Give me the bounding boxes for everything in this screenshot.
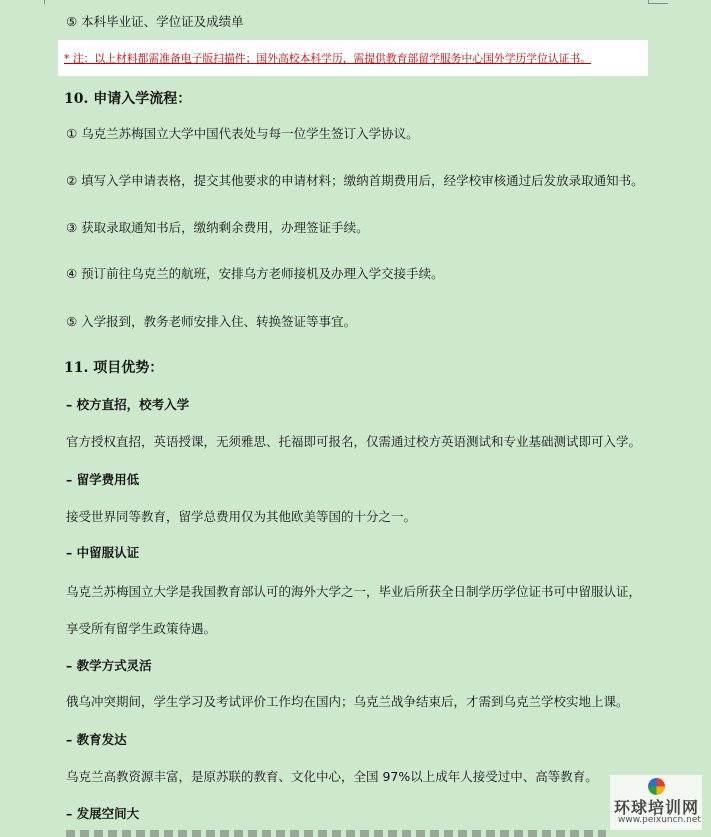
process-step-4: ④ 预订前往乌克兰的航班，安排乌方老师接机及办理入学交接手续。	[66, 266, 444, 281]
process-step-2: ② 填写入学申请表格，提交其他要求的申请材料；缴纳首期费用后，经学校审核通过后发放录取通知书。	[66, 173, 644, 188]
page-corner-mark-left	[44, 0, 45, 4]
advantage-title-low-cost: – 留学费用低	[66, 472, 140, 487]
doc-line-materials-5: ⑤ 本科毕业证、学位证及成绩单	[66, 14, 244, 29]
advantage-text-certification-1: 乌克兰苏梅国立大学是我国教育部认可的海外大学之一，毕业后所获全日制学历学位证书可中留服认证，	[66, 584, 642, 599]
advantage-title-development-space: – 发展空间大	[66, 806, 140, 821]
process-step-5: ⑤ 入学报到，教务老师安排入住、转换签证等事宜。	[66, 314, 357, 329]
advantage-title-flexible-teaching: – 教学方式灵活	[66, 658, 152, 673]
advantage-text-certification-2: 享受所有留学生政策待遇。	[66, 621, 217, 636]
materials-note: * 注：以上材料都需准备电子版扫描件；国外高校本科学历，需提供教育部留学服务中心国外学历学位认证书。	[64, 52, 592, 65]
note-box	[58, 40, 648, 76]
watermark-site-name: 环球培训网	[614, 798, 700, 817]
advantage-text-low-cost: 接受世界同等教育，留学总费用仅为其他欧美等国的十分之一。	[66, 509, 417, 524]
advantage-title-direct-enrollment: – 校方直招，校考入学	[66, 397, 190, 412]
globe-logo-icon	[648, 778, 665, 795]
page-corner-mark-right	[648, 0, 668, 4]
watermark	[610, 775, 702, 830]
advantage-text-developed-education: 乌克兰高教资源丰富，是原苏联的教育、文化中心，全国 97%以上成年人接受过中、高等教育。	[66, 769, 598, 784]
cut-off-text-line	[66, 830, 606, 837]
advantage-text-direct-enrollment: 官方授权直招，英语授课，无须雅思、托福即可报名，仅需通过校方英语测试和专业基础测试即可入学。	[66, 434, 642, 449]
advantage-title-developed-education: – 教育发达	[66, 732, 127, 747]
process-step-3: ③ 获取录取通知书后，缴纳剩余费用，办理签证手续。	[66, 220, 369, 235]
advantage-title-certification: – 中留服认证	[66, 545, 140, 560]
process-step-1: ① 乌克兰苏梅国立大学中国代表处与每一位学生签订入学协议。	[66, 126, 419, 141]
section-heading-application-process: 10. 申请入学流程：	[64, 91, 192, 107]
watermark-url: www.peixuncn.net	[618, 815, 701, 825]
advantage-text-flexible-teaching: 俄乌冲突期间，学生学习及考试评价工作均在国内；乌克兰战争结束后，才需到乌克兰学校实地上课。	[66, 694, 629, 709]
section-heading-project-advantages: 11. 项目优势：	[64, 360, 164, 376]
